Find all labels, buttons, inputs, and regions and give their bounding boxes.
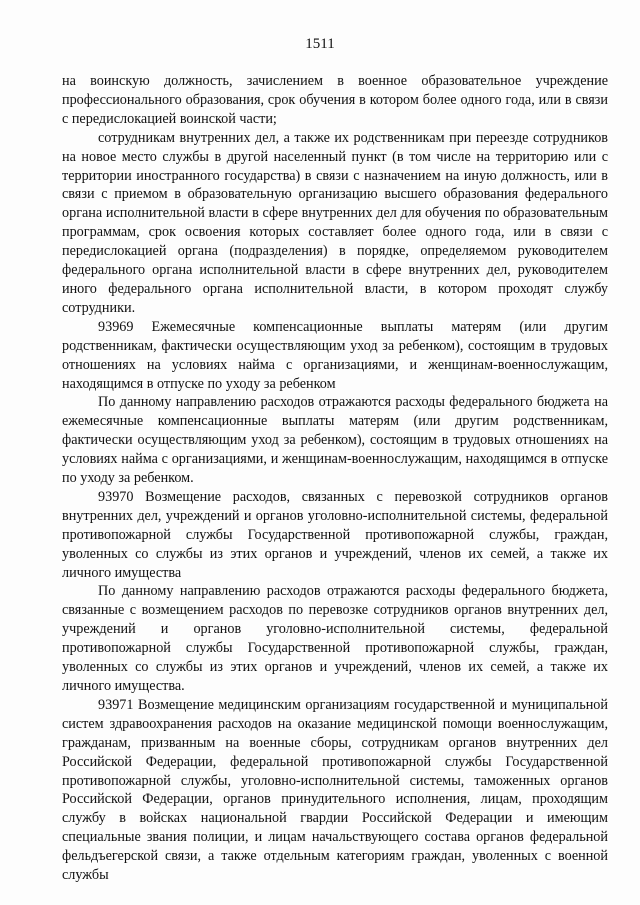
paragraph-93970-description: По данному направлению расходов отражаются расходы федерального бюджета, связанные с возмещением расходов по перевозке сотрудников органов внутренних дел, учреждений и органов уголовно-исполнительной системы, федеральной противопожарной службы Государственной противопожарной службы, граждан, уволенных со службы из этих органов и учреждений, членов их семей, а также их личного имущества. xyxy=(62,583,608,694)
heading-93970: 93970 Возмещение расходов, связанных с перевозкой сотрудников органов внутренних дел, учреждений и органов уголовно-исполнительной системы, федеральной противопожарной службы Государственной противопожарной службы, граждан, уволенных со службы из этих органов и учреждений, членов их семей, а также их личного имущества xyxy=(62,488,608,581)
document-body xyxy=(62,72,608,885)
heading-93971: 93971 Возмещение медицинским организациям государственной и муниципальной систем здравоохранения расходов на оказание медицинской помощи военнослужащим, гражданам, призванным на военные сборы, сотрудникам органов внутренних дел Российской Федерации, федеральной противопожарной службы Государственной противопожарной службы, уголовно-исполнительной системы, таможенных органов Российской Федерации, органов принудительного исполнения, лицам, проходящим службу в войсках национальной гвардии Российской Федерации и имеющим специальные звания полиции, и лицам начальствующего состава органов федеральной фельдъегерской связи, а также отдельным категориям граждан, уволенных с военной службы xyxy=(62,696,608,884)
paragraph-military-relocation-continuation: на воинскую должность, зачислением в военное образовательное учреждение профессионального образования, срок обучения в котором более одного года, или в связи с передислокацией воинской части; xyxy=(62,73,608,127)
paragraph-internal-affairs-relocation: сотрудникам внутренних дел, а также их родственникам при переезде сотрудников на новое место службы в другой населенный пункт (в том числе на территорию или с территории иностранного государства) в связи с назначением на иную должность, или в связи с приемом в образовательную организацию высшего образования федерального органа исполнительной власти в сфере внутренних дел для обучения по образовательным программам, срок освоения которых составляет более одного года, или в связи с передислокацией органа (подразделения) в порядке, определяемом руководителем федерального органа исполнительной власти в сфере внутренних дел, руководителем иного федерального органа исполнительной власти, в котором проходят службу сотрудники. xyxy=(62,129,608,316)
paragraph-93969-description: По данному направлению расходов отражаются расходы федерального бюджета на ежемесячные компенсационные выплаты матерям (или другим родственникам, фактически осуществляющим уход за ребенком), состоящим в трудовых отношениях на условиях найма с организациями, и женщинам-военнослужащим, находящимся в отпуске по уходу за ребенком. xyxy=(62,394,608,487)
heading-93969: 93969 Ежемесячные компенсационные выплаты матерям (или другим родственникам, фактически осуществляющим уход за ребенком), состоящим в трудовых отношениях на условиях найма с организациями, и женщинам-военнослужащим, находящимся в отпуске по уходу за ребенком xyxy=(62,318,608,392)
page-number: 1511 xyxy=(305,36,335,52)
